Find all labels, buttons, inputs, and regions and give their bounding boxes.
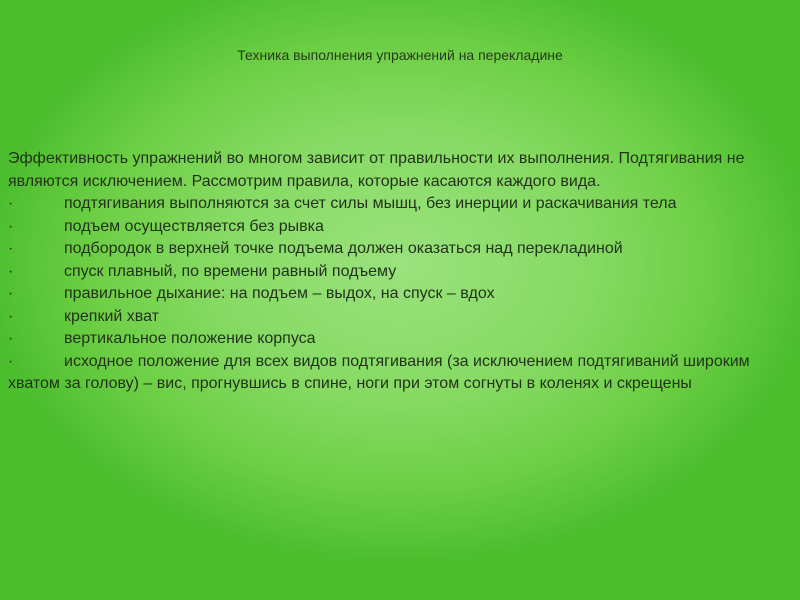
list-item-text: спуск плавный, по времени равный подъему [64, 262, 397, 280]
list-item-text: подъем осуществляется без рывка [64, 217, 324, 235]
list-item [8, 238, 792, 261]
list-item [8, 193, 792, 216]
list-item-text: вертикальное положение корпуса [64, 330, 316, 347]
list-item [8, 261, 792, 284]
list-item [8, 283, 792, 306]
list-item-text: правильное дыхание: на подъем – выдох, на спуск – вдох [64, 285, 495, 302]
list-item-text: крепкий хват [64, 307, 159, 325]
list-item [8, 306, 792, 329]
list-item [8, 216, 792, 239]
list-item-text: подбородок в верхней точке подъема должен оказаться над перекладиной [64, 240, 623, 257]
bullet-icon: · [8, 285, 14, 302]
slide-body [8, 148, 792, 396]
list-item-text: подтягивания выполняются за счет силы мышц, без инерции и раскачивания тела [64, 195, 677, 212]
intro-paragraph: Эффективность упражнений во многом зависит от правильности их выполнения. Подтягивания не являются исключением. Рассмотрим правила, которые касаются каждого вида. [8, 150, 745, 190]
list-item [8, 328, 792, 351]
list-item-text: исходное положение для всех видов подтягивания (за исключением подтягиваний широким хватом за голову) – вис, прогнувшись в спине, ноги при этом согнуты в коленях и скрещены [8, 352, 750, 392]
bullet-icon: · [8, 217, 14, 235]
bullet-icon: · [8, 195, 14, 212]
bullet-icon: · [8, 352, 14, 370]
slide-title: Техника выполнения упражнений на перекладине [237, 47, 563, 63]
bullet-icon: · [8, 240, 14, 257]
bullet-icon: · [8, 330, 14, 347]
list-item [8, 351, 792, 396]
bullet-icon: · [8, 307, 14, 325]
bullet-icon: · [8, 262, 14, 280]
